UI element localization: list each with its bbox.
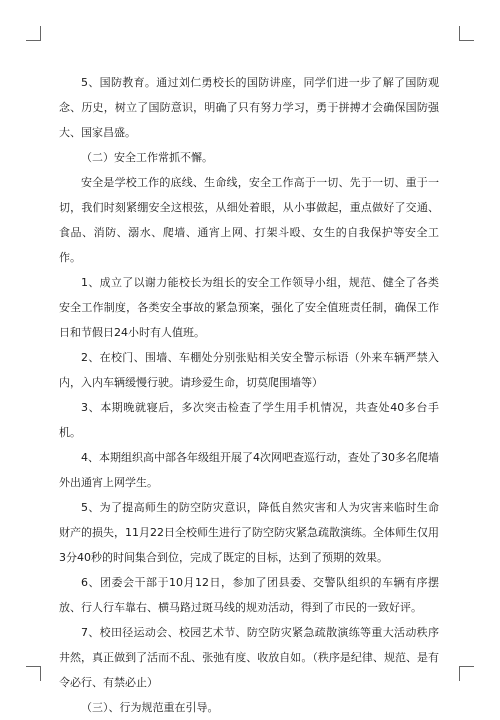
- paragraph-safety-item-3: 3、本期晚就寝后，多次突击检查了学生用手机情况，共查处40多台手机。: [59, 401, 439, 439]
- crop-mark-bottom-left: [26, 666, 41, 681]
- paragraph-national-defense: 5、国防教育。通过刘仁勇校长的国防讲座，同学们进一步了解了国防观念、历史，树立了国防意识，明确了只有努力学习，勇于拼搏才会确保国防强大、国家昌盛。: [59, 76, 439, 139]
- paragraph-safety-item-4: 4、本期组织高中部各年级组开展了4次网吧查巡行动，查处了30多名爬墙外出通宵上网学生。: [59, 451, 439, 489]
- crop-mark-bottom-right: [459, 666, 474, 681]
- section-heading-safety: （二）安全工作常抓不懈。: [81, 151, 213, 164]
- paragraph-safety-item-1: 1、成立了以谢力能校长为组长的安全工作领导小组，规范、健全了各类安全工作制度，各类安全事故的紧急预案，强化了安全值班责任制，确保工作日和节假日24小时有人值班。: [59, 276, 439, 339]
- paragraph-safety-item-2: 2、在校门、围墙、车棚处分别张贴相关安全警示标语（外来车辆严禁入内，入内车辆缓慢行驶。请珍爱生命，切莫爬围墙等）: [59, 351, 439, 389]
- section-heading-behavior: （三）、行为规范重在引导。: [81, 701, 219, 714]
- paragraph-safety-item-5: 5、为了提高师生的防空防灾意识，降低自然灾害和人为灾害来临时生命财产的损失，11月22日全校师生进行了防空防灾紧急疏散演练。全体师生仅用3分40秒的时间集合到位，完成了既定的目标，达到了预期的效果。: [59, 501, 439, 564]
- crop-mark-top-right: [459, 26, 474, 41]
- document-body: [59, 70, 439, 720]
- crop-mark-top-left: [26, 26, 41, 41]
- paragraph-safety-item-6: 6、团委会干部于10月12日，参加了团县委、交警队组织的车辆有序摆放、行人行车靠右、横马路过斑马线的规劝活动，得到了市民的一致好评。: [59, 576, 439, 614]
- paragraph-safety-intro: 安全是学校工作的底线、生命线，安全工作高于一切、先于一切、重于一切，我们时刻紧绷安全这根弦，从细处着眼，从小事做起，重点做好了交通、食品、消防、溺水、爬墙、通宵上网、打架斗殴、女生的自我保护等安全工作。: [59, 176, 439, 264]
- paragraph-safety-item-7: 7、校田径运动会、校园艺术节、防空防灾紧急疏散演练等重大活动秩序井然，真正做到了活而不乱、张弛有度、收放自如。（秩序是纪律、规范、是有令必行、有禁必止）: [59, 626, 439, 689]
